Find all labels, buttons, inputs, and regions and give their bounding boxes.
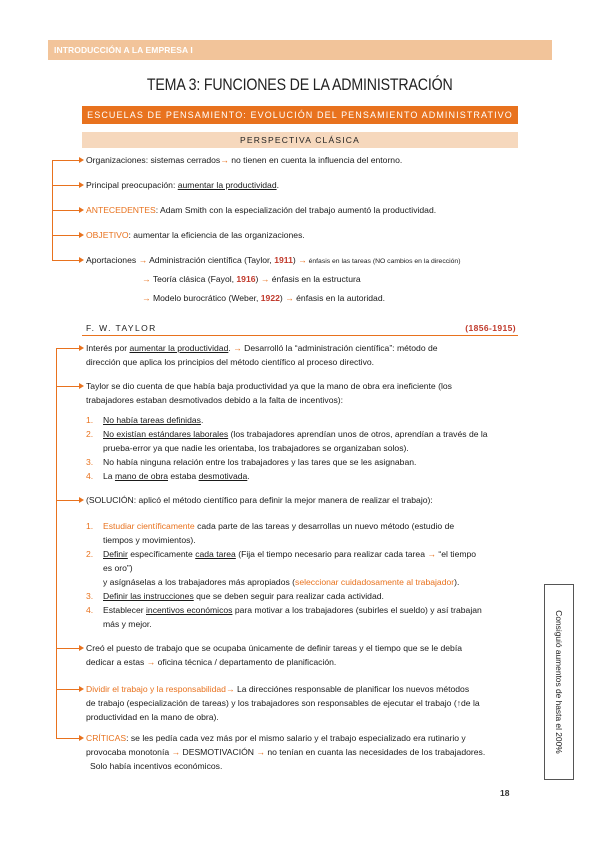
clasica-objetivo: OBJETIVO: aumentar la eficiencia de las organizaciones. — [86, 230, 305, 240]
arrow-icon — [52, 185, 80, 186]
arrow-icon: → — [220, 155, 229, 165]
taylor-criticas-3: Solo había incentivos económicos. — [90, 761, 223, 771]
taylor-baja-productividad: Taylor se dio cuenta de que había baja productividad ya que la mano de obra era ineficiente (los — [86, 381, 452, 391]
problema-3: 3. No había ninguna relación entre los trabajadores y las tares que se les asignaban. — [86, 457, 417, 467]
page-title: TEMA 3: FUNCIONES DE LA ADMINISTRACIÓN — [146, 76, 453, 94]
up-arrow-icon: ↑ — [456, 698, 461, 708]
taylor-interes-2: dirección que aplica los principios del método científico al proceso directivo. — [86, 357, 375, 367]
arrow-icon: → — [298, 255, 307, 265]
taylor-criticas-2: provocaba monotonía → DESMOTIVACIÓN → no tenían en cuanta las necesidades de los trabajadores. — [86, 747, 486, 757]
problema-2-cont: prueba-error ya que nadie les orientaba, los trabajadores se organizaban solos). — [103, 443, 409, 453]
clasica-organizaciones: Organizaciones: sistemas cerrados→ no tienen en cuenta la influencia del entorno. — [86, 155, 403, 165]
arrow-icon: → — [427, 549, 436, 559]
arrow-icon: → — [146, 657, 156, 667]
arrow-icon: → — [225, 684, 235, 694]
arrow-icon — [56, 500, 80, 501]
arrow-icon: → — [233, 343, 242, 353]
perspective-bar: PERSPECTIVA CLÁSICA — [82, 132, 518, 148]
arrow-icon: → — [142, 274, 151, 284]
arrow-icon — [52, 160, 80, 161]
arrow-icon — [56, 738, 80, 739]
taylor-creo-puesto-2: dedicar a estas → oficina técnica / departamento de planificación. — [86, 657, 337, 667]
solucion-4: 4. Establecer incentivos económicos para motivar a los trabajadores (subirles el sueldo) y así trabajan — [86, 605, 482, 615]
page-number: 18 — [500, 788, 510, 798]
solucion-4-cont: más y mejor. — [103, 619, 152, 629]
taylor-years: (1856-1915) — [465, 323, 516, 333]
solucion-2-cont-2: y asígnáselas a los trabajadores más apropiados (seleccionar cuidadosamente al trabajador). — [103, 577, 460, 587]
taylor-baja-productividad-2: trabajadores estaban desmotivados debido a la falta de incentivos): — [86, 395, 344, 405]
taylor-header — [82, 322, 518, 336]
arrow-icon: → — [138, 255, 148, 265]
problema-2: 2. No existían estándares laborales (los trabajadores aprendían unos de otros, aprendían a través de la — [86, 429, 488, 439]
clasica-aportacion-fayol: → Teoría clásica (Fayol, 1916) → énfasis en la estructura — [142, 274, 361, 284]
course-header: INTRODUCCIÓN A LA EMPRESA I — [48, 40, 552, 60]
solucion-2: 2. Definir específicamente cada tarea (Fija el tiempo necesario para realizar cada tarea → “el tiempo — [86, 549, 477, 559]
taylor-interes: Interés por aumentar la productividad. → Desarrolló la “administración científica”: método de — [86, 343, 438, 353]
solucion-1: 1. Estudiar científicamente cada parte de las tareas y desarrollas un nuevo método (estudio de — [86, 521, 455, 531]
arrow-icon — [56, 648, 80, 649]
arrow-icon: → — [171, 747, 181, 757]
taylor-dividir-2: de trabajo (especialización de tareas) y los trabajadores son responsables de ejecutar el trabajo (↑de la — [86, 698, 480, 708]
taylor-name: F. W. TAYLOR — [86, 323, 157, 333]
clasica-preocupacion: Principal preocupación: aumentar la productividad. — [86, 180, 280, 190]
arrow-icon — [52, 235, 80, 236]
solucion-1-cont: tiempos y movimientos). — [103, 535, 196, 545]
clasica-aportacion-weber: → Modelo burocrático (Weber, 1922) → énfasis en la autoridad. — [142, 293, 385, 303]
side-note-text: Consiguió aumentos de hasta el 200% — [554, 610, 564, 754]
arrow-icon — [52, 260, 80, 261]
arrow-icon: → — [142, 293, 151, 303]
section-bar: ESCUELAS DE PENSAMIENTO: EVOLUCIÓN DEL PENSAMIENTO ADMINISTRATIVO — [82, 106, 518, 124]
arrow-icon — [52, 210, 80, 211]
taylor-solucion: (SOLUCIÓN: aplicó el método científico para definir la mejor manera de realizar el trabajo): — [86, 495, 433, 505]
arrow-icon: → — [260, 274, 270, 284]
side-note-box — [544, 584, 574, 780]
solucion-2-cont: es oro”) — [103, 563, 133, 573]
arrow-icon — [56, 348, 80, 349]
arrow-icon — [56, 689, 80, 690]
problema-1: 1. No había tareas definidas. — [86, 415, 204, 425]
taylor-criticas: CRÍTICAS: se les pedía cada vez más por el mismo salario y el trabajo especializado era rutinario y — [86, 733, 466, 743]
taylor-connector-line — [56, 348, 57, 738]
clasica-antecedentes: ANTECEDENTES: Adam Smith con la especialización del trabajo aumentó la productividad. — [86, 205, 437, 215]
arrow-icon: → — [256, 747, 265, 757]
taylor-creo-puesto: Creó el puesto de trabajo que se ocupaba únicamente de definir tareas y el tiempo que se le debía — [86, 643, 462, 653]
taylor-dividir-3: productividad en la mano de obra). — [86, 712, 219, 722]
clasica-aportaciones: Aportaciones → Administración científica (Taylor, 1911) → énfasis en las tareas (NO cambios en la dirección) — [86, 255, 461, 265]
arrow-icon — [56, 386, 80, 387]
taylor-dividir: Dividir el trabajo y la responsabilidad→ La direcciónes responsable de planificar los nuevos métodos — [86, 684, 470, 694]
problema-4: 4. La mano de obra estaba desmotivada. — [86, 471, 250, 481]
arrow-icon: → — [285, 293, 294, 303]
solucion-3: 3. Definir las instrucciones que se deben seguir para realizar cada actividad. — [86, 591, 384, 601]
